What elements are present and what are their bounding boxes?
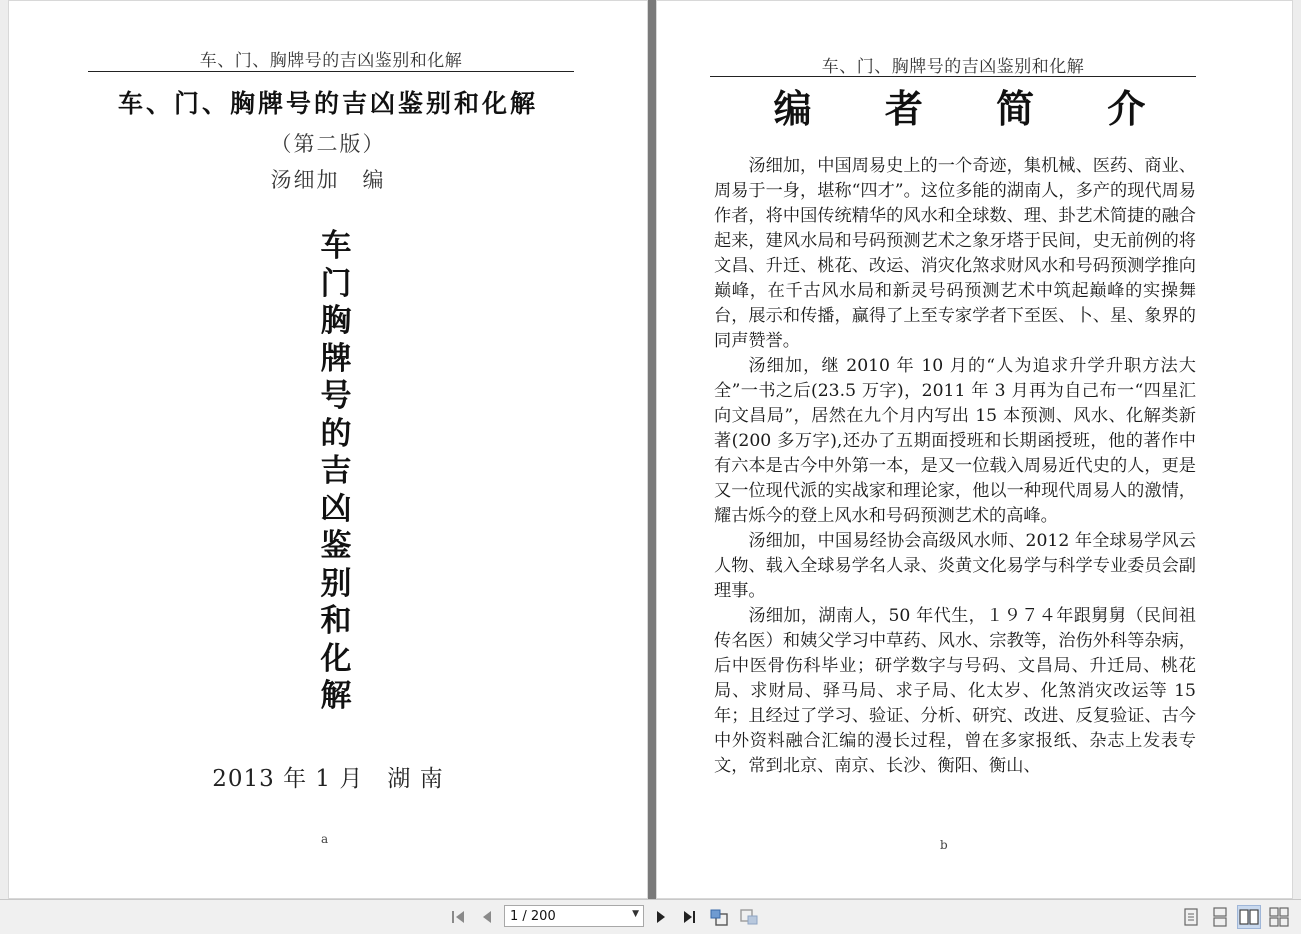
vertical-char: 门	[320, 265, 352, 302]
first-page-icon	[450, 909, 468, 925]
vertical-char: 鉴	[320, 528, 352, 564]
previous-page-icon	[480, 909, 494, 925]
section-title: 编 者 简 介	[773, 86, 1176, 131]
page-folio: b	[940, 838, 948, 852]
last-page-icon	[680, 909, 698, 925]
continuous-view-button[interactable]	[1208, 905, 1232, 929]
bio-paragraph: 汤细加，中国易经协会高级风水师、2012 年全球易学风云人物、载入全球易学名人录、炎黄文化易学与科学专业委员会副理事。	[714, 531, 1196, 601]
go-forward-view-icon	[739, 908, 759, 926]
left-margin-strip	[0, 0, 8, 899]
running-head: 车、门、胸牌号的吉凶鉴别和化解	[199, 51, 463, 71]
vertical-char: 别	[320, 565, 352, 602]
single-page-icon	[1183, 907, 1199, 927]
author-line: 汤细加 编	[270, 168, 386, 192]
bio-paragraph: 汤细加，湖南人，50 年代生，１９７４年跟舅舅（民间祖传名医）和姨父学习中草药、风水、宗教等，治伤外科等杂病，后中医骨伤科毕业；研学数字与号码、文昌局、升迁局、桃花局、求财局、驿马局、求子局、化太岁、化煞消灾改运等 15 年；且经过了学习、验证、分析、研究、改进、反复验证、古今中外资料融合汇编的漫长过程，曾在多家报纸、杂志上发表专文，常到北京、南京、长沙、衡阳、衡山、	[714, 606, 1196, 776]
continuous-page-icon	[1212, 907, 1228, 927]
page-number-select[interactable]	[504, 905, 644, 927]
page-a	[8, 0, 648, 899]
single-page-view-button[interactable]	[1179, 905, 1203, 929]
header-rule	[710, 76, 1196, 77]
running-head: 车、门、胸牌号的吉凶鉴别和化解	[821, 57, 1085, 77]
viewer-toolbar	[0, 899, 1301, 934]
next-page-button[interactable]	[650, 906, 672, 928]
go-back-view-icon	[709, 908, 729, 926]
vertical-title	[316, 228, 356, 716]
bio-paragraph: 汤细加，中国周易史上的一个奇迹，集机械、医药、商业、周易于一身，堪称“四才”。这位多能的湖南人，多产的现代周易作者，将中国传统精华的风水和全球数、理、卦艺术简捷的融合起来，建风水局和号码预测艺术之象牙塔于民间，史无前例的将文昌、升迁、桃花、改运、消灾化煞求财风水和号码预测学推向巅峰，在千古风水局和新灵号码预测艺术中筑起巅峰的实操舞台，展示和传播，赢得了上至专家学者下至医、卜、星、象界的同声赞誉。	[714, 156, 1196, 351]
go-back-view-button[interactable]	[708, 906, 730, 928]
page-b	[656, 0, 1293, 899]
vertical-char: 胸	[320, 303, 352, 339]
vertical-char: 和	[320, 603, 352, 639]
vertical-char: 的	[320, 415, 352, 452]
facing-pages-icon	[1239, 908, 1259, 926]
author-bio	[714, 154, 1196, 779]
vertical-char: 吉	[320, 453, 352, 489]
continuous-facing-view-button[interactable]	[1267, 905, 1291, 929]
next-page-icon	[654, 909, 668, 925]
vertical-char: 化	[320, 640, 352, 677]
first-page-button[interactable]	[448, 906, 470, 928]
dropdown-caret-icon: ▼	[632, 909, 639, 919]
header-rule	[88, 71, 574, 72]
page-folio: a	[321, 832, 329, 846]
vertical-char: 解	[320, 678, 352, 714]
bio-paragraph: 汤细加，继 2010 年 10 月的“人为追求升学升职方法大全”一书之后(23.5 万字)，2011 年 3 月再为自己布一“四星汇向文昌局”，居然在九个月内写出 15 本预测、风水、化解类新著(200 多万字),还办了五期面授班和长期函授班，他的著作中有六本是古今中外第一本，是又一位载入周易近代史的人，更是又一位现代派的实战家和理论家，他以一种现代周易人的激情，耀古烁今的登上风水和号码预测艺术的高峰。	[714, 356, 1196, 526]
previous-page-button[interactable]	[476, 906, 498, 928]
facing-pages-view-button[interactable]	[1237, 905, 1261, 929]
vertical-char: 牌	[320, 340, 352, 377]
continuous-facing-icon	[1269, 907, 1289, 927]
go-forward-view-button[interactable]	[738, 906, 760, 928]
book-title: 车、门、胸牌号的吉凶鉴别和化解	[117, 89, 538, 118]
edition-label: （第二版）	[270, 132, 386, 156]
vertical-char: 凶	[320, 490, 352, 527]
last-page-button[interactable]	[678, 906, 700, 928]
right-scroll-strip	[1293, 0, 1301, 899]
page-indicator: 1 / 200	[510, 908, 556, 924]
vertical-char: 号	[320, 378, 352, 414]
vertical-char: 车	[320, 228, 352, 264]
publication-date: 2013 年 1 月 湖 南	[212, 766, 444, 792]
